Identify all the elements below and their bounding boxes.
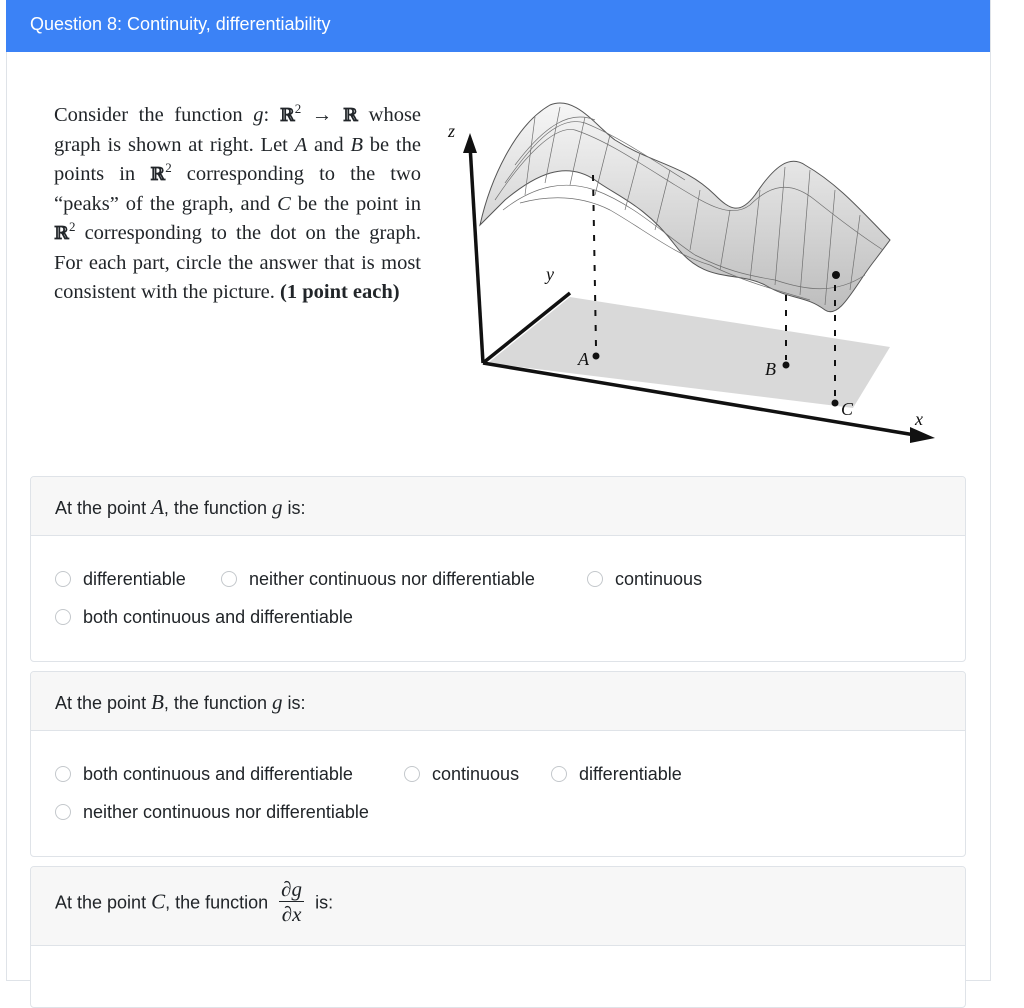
option-both[interactable] <box>55 764 353 784</box>
prompt-text: corresponding to the dot on the graph. For each part, circle the answer that is most consistent with the picture. <box>54 222 421 303</box>
part-a-question <box>55 495 306 520</box>
point-c-label: C <box>841 399 854 419</box>
question-text: is: <box>282 498 306 518</box>
prompt-text: → <box>301 104 344 126</box>
radio-button[interactable] <box>55 609 71 625</box>
question-text: , the function <box>163 498 272 518</box>
part-a <box>30 476 966 662</box>
points-note: (1 point each) <box>280 281 400 303</box>
point-a-dot <box>593 353 600 360</box>
point-b-dot <box>783 362 790 369</box>
z-axis-arrow <box>463 133 477 153</box>
part-b-options <box>31 731 965 856</box>
surface-dot <box>832 271 840 279</box>
option-label: both continuous and differentiable <box>83 607 353 627</box>
part-a-options <box>31 536 965 661</box>
prompt-text: and <box>307 133 351 156</box>
point-b-label: B <box>765 359 776 379</box>
var-a: A <box>151 495 164 519</box>
part-c-header <box>31 867 965 946</box>
option-differentiable[interactable] <box>551 764 682 784</box>
reals-symbol: ℝ <box>54 223 69 244</box>
prompt-text: : <box>263 104 280 126</box>
question-prompt <box>54 101 421 308</box>
var-g: g <box>271 690 283 714</box>
var-g: g <box>271 495 283 519</box>
prompt-text: Consider the function <box>54 104 254 126</box>
question-text: , the function <box>165 892 274 913</box>
reals-symbol: ℝ <box>279 105 295 126</box>
option-neither[interactable] <box>55 802 369 822</box>
surface-graph-figure <box>445 85 945 455</box>
var-g: g <box>253 104 264 126</box>
point-c-dot <box>832 400 839 407</box>
question-text: At the point <box>55 498 152 518</box>
var-c: C <box>277 192 291 215</box>
prompt-text: whose graph is shown at right. Let <box>54 104 422 156</box>
x-axis-arrow <box>910 427 935 443</box>
z-axis-label: z <box>448 121 456 141</box>
option-label: neither continuous nor differentiable <box>249 569 535 589</box>
question-text: At the point <box>55 693 152 713</box>
question-header <box>6 0 990 52</box>
superscript: 2 <box>294 101 302 117</box>
radio-button[interactable] <box>221 571 237 587</box>
var-a: A <box>294 133 308 156</box>
part-c-question <box>55 879 333 928</box>
radio-button[interactable] <box>55 766 71 782</box>
question-text: is: <box>282 693 306 713</box>
domain-plane <box>488 297 890 408</box>
option-differentiable[interactable] <box>55 569 186 589</box>
y-axis-label: y <box>546 264 554 284</box>
part-c <box>30 866 966 1008</box>
var-c: C <box>151 889 166 914</box>
superscript: 2 <box>165 160 172 176</box>
option-label: continuous <box>432 764 520 784</box>
radio-button[interactable] <box>404 766 420 782</box>
option-label: neither continuous nor differentiable <box>83 802 369 822</box>
part-b-question <box>55 690 306 715</box>
option-label: both continuous and differentiable <box>83 764 353 784</box>
radio-button[interactable] <box>55 804 71 820</box>
option-label: differentiable <box>579 764 682 784</box>
radio-button[interactable] <box>551 766 567 782</box>
option-neither[interactable] <box>221 569 535 589</box>
part-b-header <box>31 672 965 731</box>
partial-derivative <box>279 877 304 926</box>
question-text: is: <box>310 892 334 913</box>
surface <box>480 103 890 312</box>
option-continuous[interactable] <box>404 764 519 784</box>
var-b: B <box>151 690 164 714</box>
point-a-label: A <box>578 349 589 369</box>
part-a-header <box>31 477 965 536</box>
radio-button[interactable] <box>587 571 603 587</box>
reals-symbol: ℝ <box>343 105 359 126</box>
part-b <box>30 671 966 857</box>
var-b: B <box>350 133 363 156</box>
fraction-numerator: ∂g <box>281 877 303 901</box>
prompt-text: corresponding to the two “peaks” of the graph, and <box>54 163 421 215</box>
question-text: At the point <box>55 892 152 913</box>
option-both[interactable] <box>55 607 353 627</box>
prompt-text: be the point in <box>290 192 421 215</box>
x-axis-label: x <box>915 409 923 429</box>
option-label: differentiable <box>83 569 186 589</box>
prompt-text: be the points in <box>54 133 421 185</box>
option-label: continuous <box>615 569 703 589</box>
radio-button[interactable] <box>55 571 71 587</box>
question-text: , the function <box>163 693 272 713</box>
fraction-denominator: ∂x <box>281 902 302 926</box>
superscript: 2 <box>68 219 76 235</box>
reals-symbol: ℝ <box>150 164 166 185</box>
question-title: Question 8: Continuity, differentiability <box>30 14 331 34</box>
option-continuous[interactable] <box>587 569 702 589</box>
